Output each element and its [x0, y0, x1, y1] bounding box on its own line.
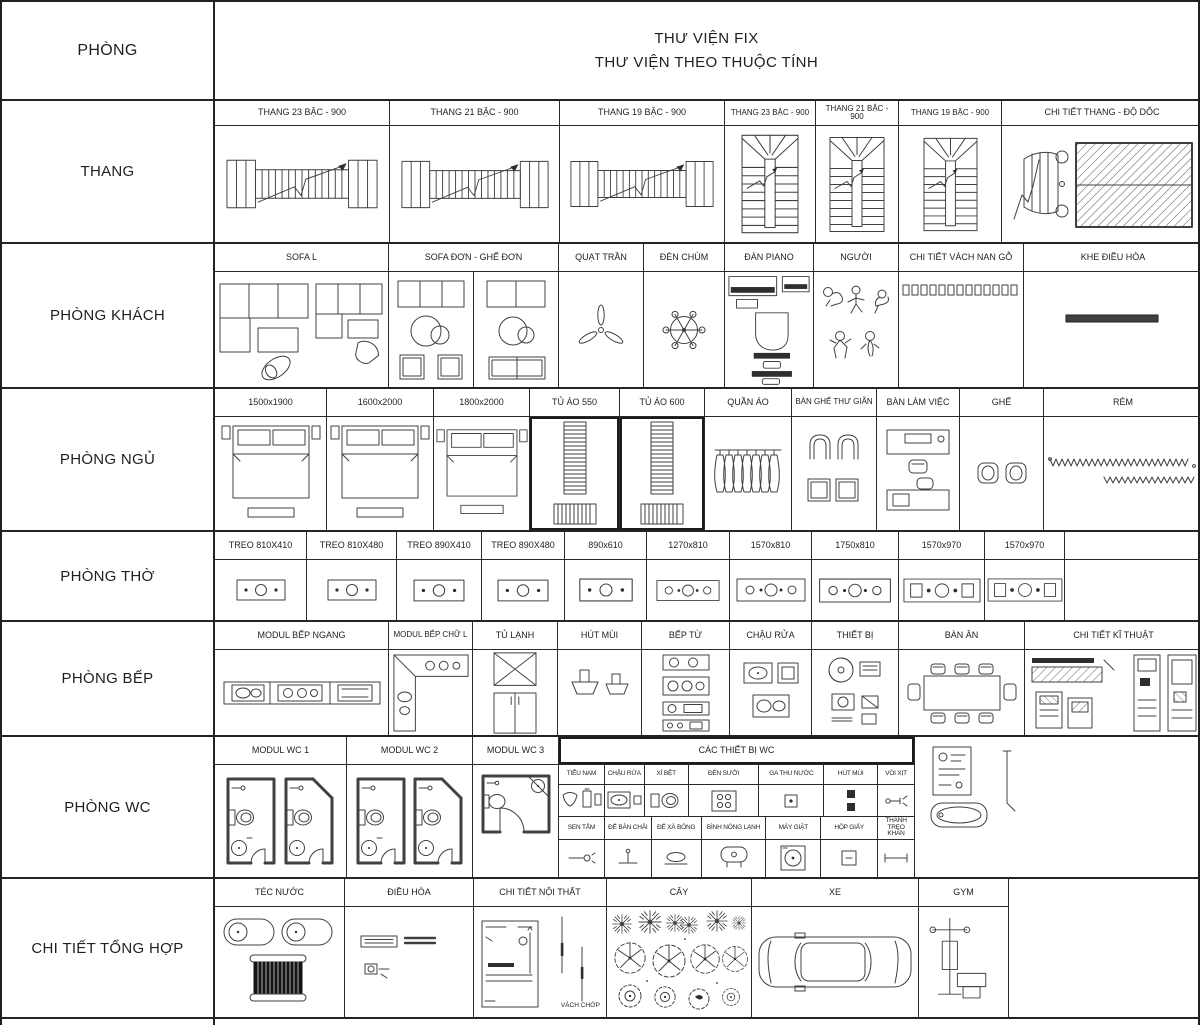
- library-title-line1: THƯ VIỆN FIX: [654, 29, 759, 47]
- cell-header: TREO 890X480: [482, 532, 564, 560]
- cell-modul-bep-ngang: [215, 622, 389, 735]
- cell-sofa-don: [389, 244, 559, 387]
- cell-header: SOFA L: [215, 244, 388, 272]
- cell-header: NGƯỜI: [814, 244, 898, 272]
- row-phong-khach: [2, 242, 1198, 387]
- technical-detail-icon: [1028, 652, 1200, 734]
- spray-icon: [882, 789, 910, 813]
- cell-header: 1750x810: [812, 532, 898, 560]
- chairs-icon: [974, 457, 1030, 491]
- stair-u-icon: [923, 137, 978, 232]
- wc-fixtures-grid: [559, 765, 914, 877]
- next-row-stub: [2, 1017, 1198, 1025]
- cell-header: CHI TIẾT VÁCH NAN GỖ: [899, 244, 1023, 272]
- cell-treo-810x480: [307, 532, 397, 620]
- range-hood-icon: [568, 666, 632, 720]
- cell-header: MODUL BẾP NGANG: [215, 622, 388, 650]
- cell-header: THANG 23 BẬC - 900: [725, 101, 815, 126]
- sofa-don-subcells: [389, 272, 558, 387]
- row-phong-tho: [2, 530, 1198, 620]
- cell-khe-dieu-hoa: [1024, 244, 1200, 387]
- cell-header: 1800x2000: [434, 389, 529, 417]
- cell-thang-23: [215, 101, 390, 242]
- cell-thiet-bi-bep: [812, 622, 899, 735]
- fixture-label: MÁY GIẶT: [766, 817, 821, 839]
- cell-header: TREO 810X410: [215, 532, 306, 560]
- sheet-header-row: [2, 2, 1198, 99]
- kitchen-l-counter-icon: [391, 652, 471, 734]
- room-column-title: PHÒNG: [77, 41, 138, 59]
- towel-bar-icon: [881, 849, 911, 867]
- desk-icon: [883, 428, 953, 520]
- cell-modul-wc-3: [473, 737, 559, 877]
- fixture-label: CHẬU RỬA: [605, 765, 645, 784]
- cell-header: ĐÀN PIANO: [725, 244, 813, 272]
- urinal-icon: [559, 787, 603, 815]
- cell-header: TÉC NƯỚC: [215, 879, 344, 907]
- cell-header: BÀN GHẾ THƯ GIÃN: [792, 389, 876, 417]
- chandelier-icon: [661, 307, 707, 353]
- cell-tu-ao-550: [530, 389, 620, 530]
- cell-ban-lam-viec: [877, 389, 960, 530]
- cell-header: 1270x810: [647, 532, 729, 560]
- floor-drain-icon: [780, 790, 802, 812]
- washing-machine-icon: [778, 843, 808, 873]
- cell-header: TREO 810X480: [307, 532, 396, 560]
- wc-module-icon: [355, 775, 465, 867]
- toothbrush-holder-icon: [613, 847, 643, 869]
- altar-icon: [818, 578, 892, 603]
- cell-header: 1570x970: [985, 532, 1064, 560]
- library-title-line2: THƯ VIỆN THEO THUỘC TÍNH: [594, 53, 819, 71]
- bed-icon: [436, 425, 528, 523]
- cooktop-icon: [658, 653, 714, 733]
- cell-header: MODUL WC 2: [347, 737, 472, 765]
- cell-header: BÀN ĂN: [899, 622, 1024, 650]
- cell-tu-lanh: [473, 622, 558, 735]
- cell-modul-wc-2: [347, 737, 473, 877]
- fixture-label: XÍ BỆT: [645, 765, 689, 784]
- piano-icon: [727, 273, 811, 387]
- car-icon: [755, 931, 915, 993]
- cell-dan-piano: [725, 244, 814, 387]
- cell-header: 1570x810: [730, 532, 811, 560]
- fixture-label: TIỂU NAM: [559, 765, 605, 784]
- cell-header: SOFA ĐƠN - GHẾ ĐƠN: [389, 244, 558, 272]
- cell-rem: [1044, 389, 1200, 530]
- cell-thang-21: [390, 101, 560, 242]
- cell-header: TỦ LẠNH: [473, 622, 557, 650]
- sofa-set-icon: [477, 277, 555, 383]
- sink-icon: [741, 659, 801, 727]
- cell-nguoi: [814, 244, 899, 387]
- cell-header: CHI TIẾT NỘI THẤT: [474, 879, 606, 907]
- cell-tong-hop-empty: [1009, 879, 1200, 1017]
- cell-treo-890x480: [482, 532, 565, 620]
- cell-header: ĐIỀU HÒA: [345, 879, 473, 907]
- altar-icon: [736, 578, 806, 602]
- cell-header: 890x610: [565, 532, 646, 560]
- cell-hut-mui-bep: [558, 622, 642, 735]
- cell-header: THIẾT BỊ: [812, 622, 898, 650]
- row-chi-tiet-tong-hop: [2, 877, 1198, 1017]
- cell-tec-nuoc: [215, 879, 345, 1017]
- cell-cay: [607, 879, 752, 1017]
- fixture-label: THANH TREO KHĂN: [885, 817, 907, 837]
- cell-header: 1600x2000: [327, 389, 433, 417]
- corner-cell: [2, 2, 215, 99]
- fixture-label: ĐẾ XÀ BÔNG: [652, 817, 702, 839]
- fixture-label: ĐẾ BÀN CHẢI: [605, 817, 652, 839]
- fixture-label: HỘP GIẤY: [821, 817, 878, 839]
- stair-straight-icon: [570, 157, 714, 211]
- altar-icon: [656, 579, 720, 602]
- cell-vach-nan-go: [899, 244, 1024, 387]
- altar-icon: [413, 579, 465, 602]
- cell-chau-rua-bep: [730, 622, 812, 735]
- cell-quat-tran: [559, 244, 644, 387]
- cell-quan-ao: [705, 389, 792, 530]
- altar-icon: [987, 578, 1063, 602]
- cell-header: HÚT MÙI: [558, 622, 641, 650]
- cell-dieu-hoa: [345, 879, 474, 1017]
- cell-1750x810: [812, 532, 899, 620]
- altar-icon: [236, 579, 286, 601]
- curtain-icon: [1048, 447, 1198, 491]
- toilet-icon: [649, 787, 683, 815]
- cell-header: BÀN LÀM VIỆC: [877, 389, 959, 417]
- exhaust-fan-icon: [842, 787, 860, 815]
- kitchen-counter-icon: [222, 668, 382, 718]
- stair-slope-detail-icon: [1006, 131, 1198, 237]
- wc-module-icon: [480, 773, 552, 835]
- cell-header: CÁC THIẾT BỊ WC: [559, 737, 914, 765]
- cell-treo-810x410: [215, 532, 307, 620]
- interior-detail-icon: [478, 911, 602, 1013]
- water-heater-icon: [716, 843, 752, 873]
- cell-thang-21-u: [816, 101, 899, 242]
- cell-header: THANG 23 BẬC - 900: [215, 101, 389, 126]
- cell-cac-thiet-bi-wc: [559, 737, 915, 877]
- cell-header: GYM: [919, 879, 1008, 907]
- cell-modul-wc-1: [215, 737, 347, 877]
- cell-ban-ghe-thu-gian: [792, 389, 877, 530]
- cell-ghe: [960, 389, 1044, 530]
- cell-header: THANG 21 BẬC - 900: [390, 101, 559, 126]
- cell-wc-extra: [915, 737, 1200, 877]
- gym-equipment-icon: [929, 912, 999, 1012]
- ceiling-fan-icon: [574, 303, 628, 357]
- relax-chairs-icon: [804, 431, 864, 517]
- wc-module-icon: [225, 775, 337, 867]
- cell-header: 1500x1900: [215, 389, 326, 417]
- air-conditioner-icon: [357, 926, 461, 998]
- cell-header: QUẠT TRẦN: [559, 244, 643, 272]
- row-label-phong-bep: PHÒNG BẾP: [2, 622, 215, 735]
- cell-1270x810: [647, 532, 730, 620]
- row-phong-wc: [2, 735, 1198, 877]
- paper-box-icon: [838, 847, 860, 869]
- bathtub-detail-icon: [929, 745, 1039, 855]
- water-tank-icon: [222, 909, 338, 1015]
- row-thang: [2, 99, 1198, 242]
- wood-slat-wall-icon: [901, 280, 1021, 300]
- cell-tho-empty: [1065, 532, 1200, 620]
- cell-header: MODUL WC 1: [215, 737, 346, 765]
- cell-header: CHI TIẾT THANG - ĐỘ DỐC: [1002, 101, 1200, 126]
- cell-1570x810: [730, 532, 812, 620]
- cell-header: XE: [752, 879, 918, 907]
- row-label-tong-hop: CHI TIẾT TỔNG HỢP: [2, 879, 215, 1017]
- cell-thang-23-u: [725, 101, 816, 242]
- cell-den-chum: [644, 244, 725, 387]
- fixture-label: HÚT MÙI: [824, 765, 878, 784]
- appliances-icon: [824, 654, 886, 732]
- cell-header: KHE ĐIỀU HÒA: [1024, 244, 1200, 272]
- cell-chi-tiet-noi-that: [474, 879, 607, 1017]
- row-label-thang: THANG: [2, 101, 215, 242]
- next-row-label-stub: [2, 1019, 215, 1025]
- cell-header: TREO 890X410: [397, 532, 481, 560]
- row-label-phong-khach: PHÒNG KHÁCH: [2, 244, 215, 387]
- fixture-label: BÌNH NÓNG LẠNH: [702, 817, 767, 839]
- fixture-label: GA THU NƯỚC: [759, 765, 824, 784]
- cell-header: 1570x970: [899, 532, 984, 560]
- cell-header: GHẾ: [960, 389, 1043, 417]
- row-label-phong-wc: PHÒNG WC: [2, 737, 215, 877]
- cell-bed-1800: [434, 389, 530, 530]
- altar-icon: [497, 579, 549, 602]
- cell-header: THANG 21 BẬC - 900: [816, 101, 898, 126]
- dining-table-icon: [904, 660, 1020, 726]
- wardrobe-icon: [634, 420, 690, 528]
- fridge-icon: [486, 651, 544, 735]
- cell-header: THANG 19 BẬC - 900: [560, 101, 724, 126]
- cell-xe: [752, 879, 919, 1017]
- cell-bed-1500: [215, 389, 327, 530]
- altar-icon: [578, 578, 634, 602]
- cell-modul-bep-l: [389, 622, 473, 735]
- trees-icon: [609, 909, 749, 1015]
- fixture-label: SEN TẮM: [559, 817, 605, 839]
- cell-1570x970-b: [985, 532, 1065, 620]
- cell-treo-890x410: [397, 532, 482, 620]
- cell-header: [1065, 532, 1200, 560]
- hanging-clothes-icon: [712, 444, 784, 504]
- cell-bed-1600: [327, 389, 434, 530]
- row-phong-ngu: [2, 387, 1198, 530]
- cell-header: THANG 19 BẬC - 900: [899, 101, 1001, 126]
- library-title: [215, 2, 1198, 99]
- cell-header: CÂY: [607, 879, 751, 907]
- cell-header: BẾP TỪ: [642, 622, 729, 650]
- cell-sofa-l: [215, 244, 389, 387]
- soap-dish-icon: [661, 848, 691, 868]
- vach-chop-label: VÁCH CHỚP: [560, 1002, 600, 1009]
- ac-vent-slot-icon: [1065, 314, 1161, 324]
- row-phong-bep: [2, 620, 1198, 735]
- cell-1570x970-a: [899, 532, 985, 620]
- people-figures-icon: [818, 280, 894, 380]
- cell-header: CHẬU RỬA: [730, 622, 811, 650]
- cell-thang-detail: [1002, 101, 1200, 242]
- cell-header: QUẦN ÁO: [705, 389, 791, 417]
- cell-header: MODUL BẾP CHỮ L: [389, 622, 472, 650]
- cell-thang-19: [560, 101, 725, 242]
- cell-thang-19-u: [899, 101, 1002, 242]
- fixture-label: VÒI XỊT: [885, 770, 907, 778]
- bed-icon: [221, 424, 321, 524]
- cell-bep-tu: [642, 622, 730, 735]
- cell-tu-ao-600: [620, 389, 705, 530]
- cell-header: CHI TIẾT KĨ THUẬT: [1025, 622, 1200, 650]
- stair-u-icon: [829, 136, 885, 233]
- bed-icon: [330, 424, 430, 524]
- stair-straight-icon: [226, 156, 378, 212]
- cell-chi-tiet-ki-thuat: [1025, 622, 1200, 735]
- cell-header: MODUL WC 3: [473, 737, 558, 765]
- stair-straight-icon: [401, 157, 549, 212]
- row-label-phong-tho: PHÒNG THỜ: [2, 532, 215, 620]
- cell-gym: [919, 879, 1009, 1017]
- basin-icon: [606, 787, 642, 815]
- cell-890x610: [565, 532, 647, 620]
- cell-ban-an: [899, 622, 1025, 735]
- fixture-label: ĐÈN SƯỞI: [689, 765, 760, 784]
- cell-header: TỦ ÁO 600: [620, 389, 704, 417]
- sofa-l-icon: [218, 276, 386, 384]
- wardrobe-icon: [547, 420, 603, 528]
- stair-u-icon: [741, 134, 799, 234]
- altar-icon: [903, 578, 981, 603]
- shower-icon: [565, 848, 597, 868]
- altar-icon: [327, 579, 377, 601]
- cell-header: ĐÈN CHÙM: [644, 244, 724, 272]
- heat-lamp-icon: [709, 788, 739, 814]
- row-label-phong-ngu: PHÒNG NGỦ: [2, 389, 215, 530]
- cell-header: RÈM: [1044, 389, 1200, 417]
- sofa-set-icon: [392, 277, 470, 383]
- cell-header: TỦ ÁO 550: [530, 389, 619, 417]
